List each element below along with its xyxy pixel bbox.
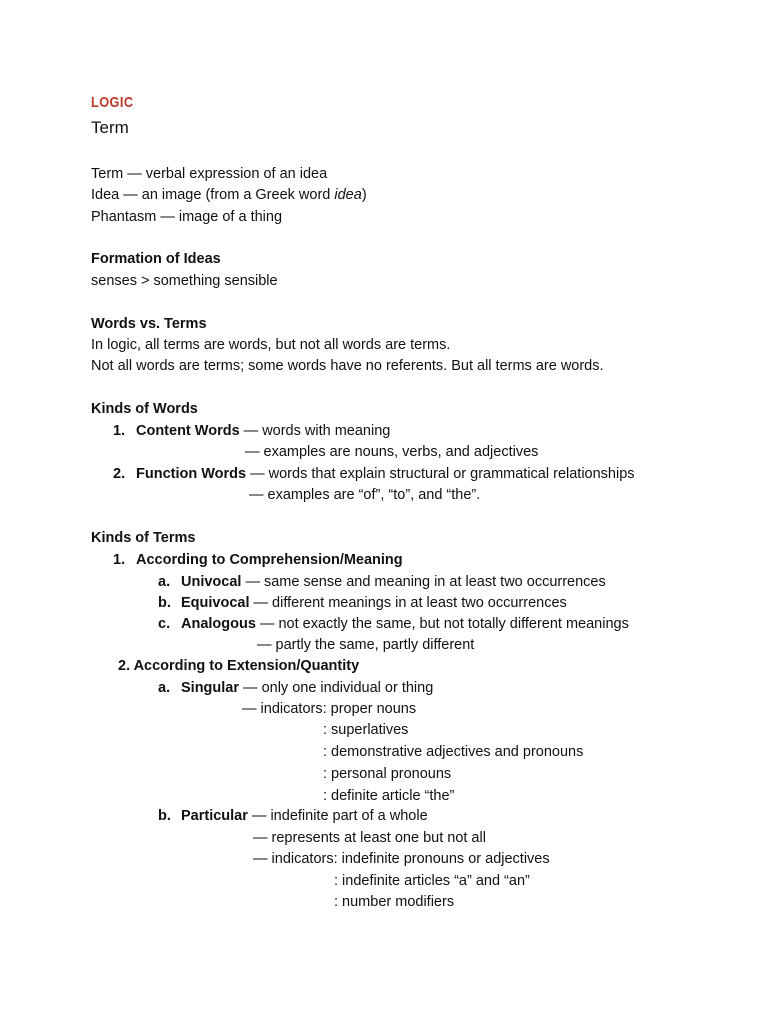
comprehension-heading: According to Comprehension/Meaning bbox=[136, 552, 403, 568]
analogous-marker: c. bbox=[158, 616, 171, 632]
formation-text: senses > something sensible bbox=[91, 273, 278, 289]
function-words-item: Function Words — words that explain structural or grammatical relationships bbox=[136, 466, 635, 482]
words-vs-terms-line2: Not all words are terms; some words have no referents. But all terms are words. bbox=[91, 358, 604, 374]
function-words-examples: — examples are “of”, “to”, and “the”. bbox=[249, 487, 481, 503]
univocal-marker: a. bbox=[158, 574, 171, 590]
definition-term: Term — verbal expression of an idea bbox=[91, 166, 328, 182]
singular-indicator-item: : definite article “the” bbox=[323, 788, 455, 804]
definition-phantasm: Phantasm — image of a thing bbox=[91, 209, 283, 225]
equivocal-item: Equivocal — different meanings in at least two occurrences bbox=[181, 595, 567, 611]
particular-indicator-item: : number modifiers bbox=[334, 894, 455, 910]
particular-marker: b. bbox=[158, 808, 171, 824]
singular-indicator-item: : personal pronouns bbox=[323, 766, 452, 782]
particular-indicators: — indicators: indefinite pronouns or adjectives bbox=[253, 851, 550, 867]
particular-represents: — represents at least one but not all bbox=[253, 830, 486, 846]
univocal-item: Univocal — same sense and meaning in at least two occurrences bbox=[181, 574, 606, 590]
words-vs-terms-line1: In logic, all terms are words, but not all words are terms. bbox=[91, 337, 451, 353]
singular-indicator-item: : demonstrative adjectives and pronouns bbox=[323, 744, 584, 760]
particular-indicator-item: : indefinite articles “a” and “an” bbox=[334, 873, 530, 889]
function-words-marker: 2. bbox=[113, 466, 126, 482]
singular-indicator-item: : superlatives bbox=[323, 722, 409, 738]
content-words-examples: — examples are nouns, verbs, and adjectives bbox=[245, 444, 539, 460]
analogous-item: Analogous — not exactly the same, but not totally different meanings bbox=[181, 616, 629, 632]
definition-idea: Idea — an image (from a Greek word idea) bbox=[91, 187, 367, 203]
formation-heading: Formation of Ideas bbox=[91, 251, 221, 267]
comprehension-marker: 1. bbox=[113, 552, 126, 568]
content-words-marker: 1. bbox=[113, 423, 126, 439]
words-vs-terms-heading: Words vs. Terms bbox=[91, 316, 207, 332]
equivocal-marker: b. bbox=[158, 595, 171, 611]
singular-item: Singular — only one individual or thing bbox=[181, 680, 434, 696]
singular-marker: a. bbox=[158, 680, 171, 696]
page-title: Term bbox=[91, 118, 129, 137]
kinds-of-terms-heading: Kinds of Terms bbox=[91, 530, 196, 546]
kinds-of-words-heading: Kinds of Words bbox=[91, 401, 198, 417]
analogous-extra: — partly the same, partly different bbox=[257, 637, 475, 653]
subject-label: LOGIC bbox=[91, 94, 134, 111]
extension-heading: 2. According to Extension/Quantity bbox=[118, 658, 360, 674]
singular-indicators: — indicators: proper nouns bbox=[242, 701, 417, 717]
content-words-item: Content Words — words with meaning bbox=[136, 423, 391, 439]
particular-item: Particular — indefinite part of a whole bbox=[181, 808, 428, 824]
